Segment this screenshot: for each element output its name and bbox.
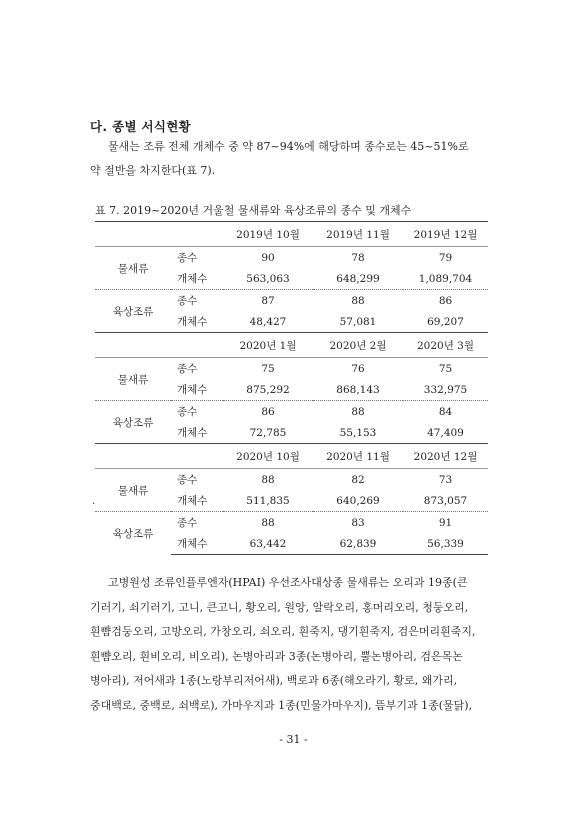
metric-label: 개체수 bbox=[177, 495, 208, 507]
month-header: 2020년 10월 bbox=[223, 444, 313, 469]
value-cell: 75 bbox=[261, 362, 275, 375]
body-paragraph bbox=[90, 571, 502, 718]
body-line: 흰뺨오리, 흰비오리, 비오리), 논병아리과 3종(논병아리, 뿔논병아리, 검은목논 bbox=[90, 649, 463, 663]
table-row bbox=[95, 401, 488, 423]
month-header: 2020년 3월 bbox=[403, 333, 488, 358]
category-cell: 육상조류 bbox=[95, 401, 171, 444]
metric-label: 종수 bbox=[171, 512, 223, 534]
value-cell: 75 bbox=[438, 362, 453, 375]
value-cell: 69,207 bbox=[427, 315, 464, 328]
value-cell: 83 bbox=[313, 512, 403, 534]
value-cell: 84 bbox=[403, 401, 488, 423]
metric-label: 종수 bbox=[177, 363, 198, 375]
metric-label: 개체수 bbox=[177, 427, 208, 439]
metric-label: 종수 bbox=[171, 401, 223, 423]
month-header: 2019년 11월 bbox=[313, 222, 403, 247]
table-row bbox=[95, 290, 488, 312]
value-cell: 87 bbox=[223, 290, 313, 312]
value-cell: 76 bbox=[351, 362, 365, 375]
value-cell: 78 bbox=[351, 251, 365, 264]
month-header: 2019년 10월 bbox=[223, 222, 313, 247]
month-header: 2019년 12월 bbox=[403, 222, 488, 247]
value-cell: 73 bbox=[438, 473, 453, 486]
value-cell: 47,409 bbox=[427, 426, 464, 439]
value-cell: 72,785 bbox=[249, 426, 287, 439]
category-cell: 육상조류 bbox=[95, 290, 171, 333]
value-cell: 873,057 bbox=[423, 494, 468, 507]
value-cell: 88 bbox=[313, 401, 403, 423]
stray-mark: . bbox=[92, 496, 96, 507]
intro-paragraph bbox=[90, 135, 500, 183]
value-cell: 332,975 bbox=[423, 383, 468, 396]
species-count-table bbox=[95, 221, 488, 555]
intro-line: 물새는 조류 전체 개체수 중 약 87~94%에 해당하며 종수로는 45~51%로 bbox=[108, 140, 469, 153]
value-cell: 62,839 bbox=[313, 533, 403, 555]
table-row bbox=[95, 469, 488, 491]
value-cell: 563,063 bbox=[246, 272, 290, 285]
table-row bbox=[95, 358, 488, 380]
intro-line: 약 절반을 차지한다(표 7). bbox=[90, 164, 216, 177]
body-line: 고병원성 조류인플루엔자(HPAI) 우선조사대상종 물새류는 오리과 19종(큰 bbox=[108, 576, 468, 589]
value-cell: 88 bbox=[223, 512, 313, 534]
category-cell: 육상조류 bbox=[95, 512, 171, 555]
metric-label: 종수 bbox=[177, 474, 198, 486]
metric-label: 종수 bbox=[171, 290, 223, 312]
value-cell: 86 bbox=[403, 290, 488, 312]
body-line: 기러기, 쇠기러기, 고니, 큰고니, 황오리, 원앙, 알락오리, 홍머리오리, 청둥오리, bbox=[90, 600, 469, 614]
value-cell: 1,089,704 bbox=[418, 272, 473, 285]
value-cell: 56,339 bbox=[403, 533, 488, 555]
value-cell: 79 bbox=[438, 251, 453, 264]
value-cell: 88 bbox=[261, 473, 275, 486]
value-cell: 63,442 bbox=[223, 533, 313, 555]
header-empty-cell bbox=[95, 333, 223, 358]
category-cell: 물새류 bbox=[117, 262, 149, 275]
metric-label: 개체수 bbox=[177, 384, 208, 396]
table-header-row bbox=[95, 222, 488, 247]
metric-label: 종수 bbox=[177, 252, 198, 264]
body-line: 중대백로, 중백로, 쇠백로), 가마우지과 1종(민물가마우지), 뜸부기과 1종(물닭), bbox=[90, 698, 473, 712]
body-line: 병아리), 저어새과 1종(노랑부리저어새), 백로과 6종(해오라기, 황로, 왜가리, bbox=[90, 674, 458, 687]
month-header: 2020년 11월 bbox=[313, 444, 403, 469]
table-row bbox=[95, 512, 488, 534]
page-number: - 31 - bbox=[279, 733, 308, 746]
month-header: 2020년 2월 bbox=[313, 333, 403, 358]
table-header-row bbox=[95, 333, 488, 358]
section-heading: 다. 종별 서식현황 bbox=[90, 119, 191, 134]
metric-label: 개체수 bbox=[177, 316, 208, 328]
value-cell: 648,299 bbox=[336, 272, 380, 285]
value-cell: 868,143 bbox=[336, 383, 380, 396]
month-header: 2020년 1월 bbox=[223, 333, 313, 358]
value-cell: 86 bbox=[223, 401, 313, 423]
value-cell: 82 bbox=[351, 473, 365, 486]
value-cell: 48,427 bbox=[249, 315, 287, 328]
header-empty-cell bbox=[95, 444, 223, 469]
value-cell: 91 bbox=[403, 512, 488, 534]
value-cell: 875,292 bbox=[246, 383, 290, 396]
value-cell: 57,081 bbox=[339, 315, 377, 328]
value-cell: 640,269 bbox=[336, 494, 380, 507]
month-header: 2020년 12월 bbox=[403, 444, 488, 469]
table-header-row bbox=[95, 444, 488, 469]
category-cell: 물새류 bbox=[117, 484, 149, 497]
value-cell: 511,835 bbox=[246, 494, 290, 507]
value-cell: 90 bbox=[261, 251, 275, 264]
metric-label: 개체수 bbox=[171, 533, 223, 555]
table-row bbox=[95, 247, 488, 269]
value-cell: 55,153 bbox=[339, 426, 377, 439]
value-cell: 88 bbox=[313, 290, 403, 312]
header-empty-cell bbox=[95, 222, 223, 247]
metric-label: 개체수 bbox=[177, 273, 208, 285]
table-caption: 표 7. 2019~2020년 거울철 물새류와 육상조류의 종수 및 개체수 bbox=[95, 204, 412, 217]
category-cell: 물새류 bbox=[117, 373, 149, 386]
body-line: 흰뺨검둥오리, 고방오리, 가창오리, 쇠오리, 흰죽지, 댕기흰죽지, 검은머리흰죽지, bbox=[90, 625, 476, 638]
